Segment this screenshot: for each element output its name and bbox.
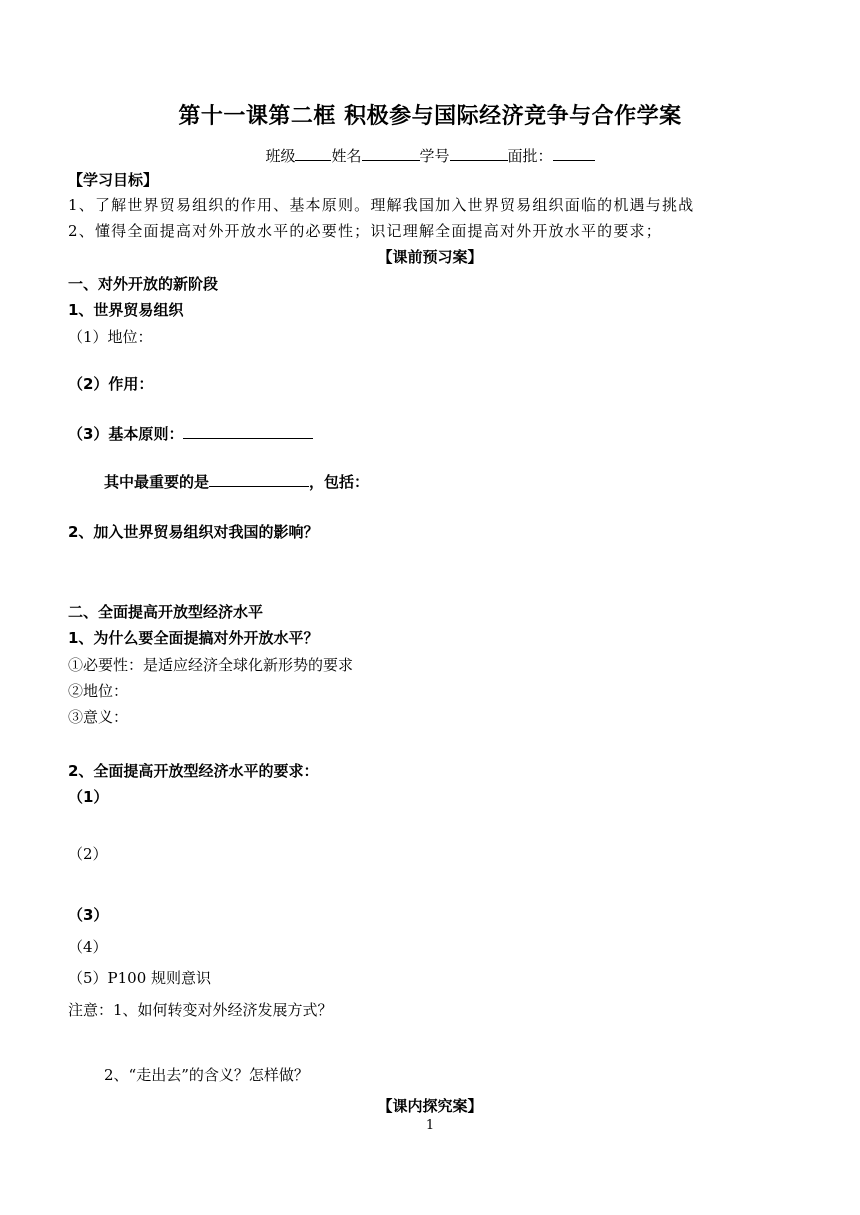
page-number: 1 xyxy=(425,1118,435,1133)
significance-item: ③意义： xyxy=(68,708,129,726)
necessity-item: ①必要性：是适应经济全球化新形势的要求 xyxy=(68,656,354,674)
objective-item-1: 1、了解世界贸易组织的作用、基本原则。理解我国加入世界贸易组织面临的机遇与挑战 xyxy=(68,196,695,214)
requirement-1: （1） xyxy=(68,788,109,806)
note-1: 注意：1、如何转变对外经济发展方式？ xyxy=(68,1001,333,1019)
objectives-heading: 【学习目标】 xyxy=(68,171,159,189)
section-two-heading: 二、全面提高开放型经济水平 xyxy=(68,603,264,621)
principles-label: （3）基本原则： xyxy=(68,425,184,443)
class-blank[interactable] xyxy=(295,146,331,161)
most-important-label: 其中最重要的是 xyxy=(104,473,210,491)
objective-item-2: 2、懂得全面提高对外开放水平的必要性；识记理解全面提高对外开放水平的要求； xyxy=(68,222,662,240)
wto-impact-question: 2、加入世界贸易组织对我国的影响？ xyxy=(68,523,319,541)
wto-heading: 1、世界贸易组织 xyxy=(68,301,184,319)
requirement-5: （5）P100 规则意识 xyxy=(68,969,212,987)
page-title: 第十一课第二框 积极参与国际经济竞争与合作学案 xyxy=(178,104,682,129)
student-id-blank[interactable] xyxy=(450,146,508,161)
requirements-heading: 2、全面提高开放型经济水平的要求： xyxy=(68,762,319,780)
requirement-4: （4） xyxy=(68,938,108,956)
explore-section-heading: 【课内探究案】 xyxy=(377,1097,483,1115)
note-2: 2、“走出去”的含义？怎样做？ xyxy=(104,1066,309,1084)
position-item: ②地位： xyxy=(68,682,129,700)
name-label: 姓名 xyxy=(331,147,362,165)
requirement-2: （2） xyxy=(68,845,108,863)
wto-role: （2）作用： xyxy=(68,375,154,393)
class-label: 班级 xyxy=(265,147,296,165)
preview-section-heading: 【课前预习案】 xyxy=(377,248,483,266)
wto-status: （1）地位： xyxy=(68,328,153,346)
requirement-3: （3） xyxy=(68,906,109,924)
wto-principles xyxy=(68,424,313,444)
section-one-heading: 一、对外开放的新阶段 xyxy=(68,275,219,293)
student-info-line xyxy=(0,146,860,166)
principles-blank[interactable] xyxy=(183,424,313,439)
name-blank[interactable] xyxy=(362,146,420,161)
most-important-blank[interactable] xyxy=(209,472,309,487)
student-id-label: 学号 xyxy=(419,147,450,165)
why-open-question: 1、为什么要全面提搞对外开放水平？ xyxy=(68,629,319,647)
most-important-line xyxy=(104,472,369,492)
review-label: 面批： xyxy=(507,147,553,165)
review-blank[interactable] xyxy=(553,146,595,161)
includes-label: ，包括： xyxy=(309,473,370,491)
